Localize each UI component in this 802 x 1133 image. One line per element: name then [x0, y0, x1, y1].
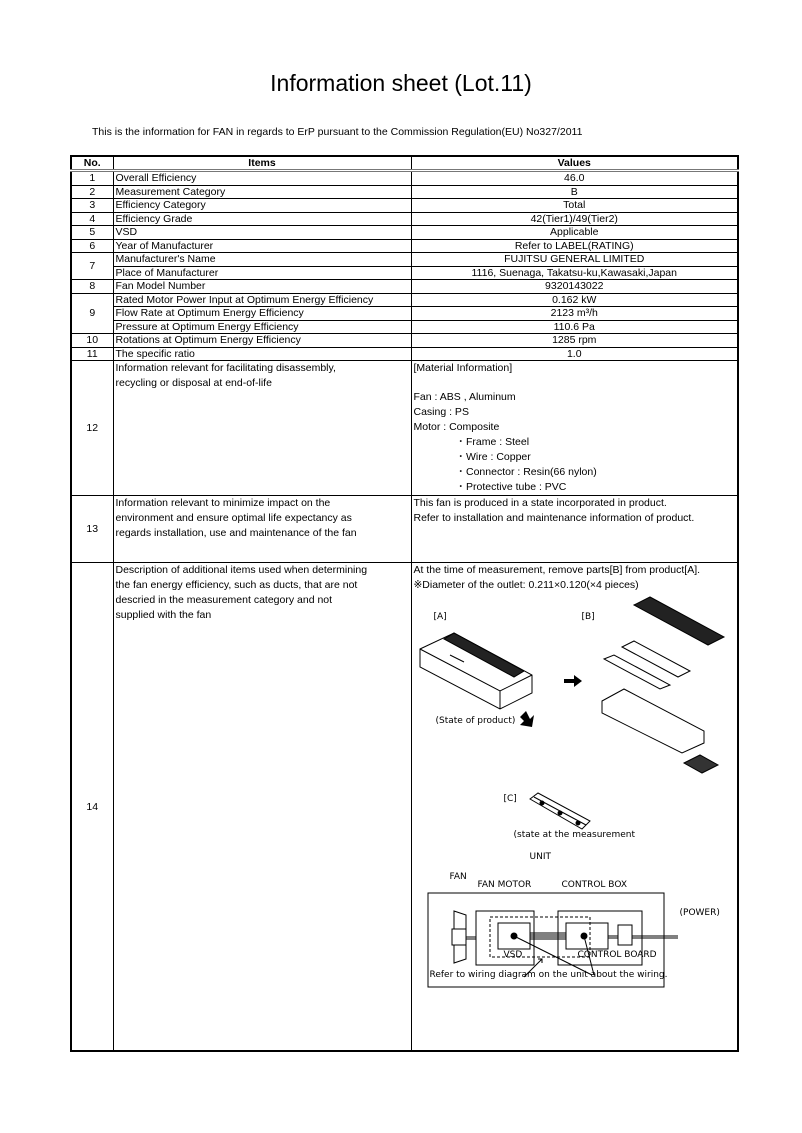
table-row [71, 199, 738, 213]
table-row [71, 307, 738, 321]
header-values: Values [411, 156, 738, 171]
row-item: Rotations at Optimum Energy Efficiency [113, 334, 411, 348]
table-row [71, 347, 738, 361]
table-row-13 [71, 496, 738, 563]
row-item [113, 496, 411, 563]
table-row [71, 185, 738, 199]
measurement-diagram [414, 593, 741, 1033]
label-b: [B] [581, 612, 595, 622]
table-row [71, 293, 738, 307]
row-item: Manufacturer's Name [113, 253, 411, 267]
row-value: 9320143022 [411, 280, 738, 294]
row-item: Rated Motor Power Input at Optimum Energy Efficiency [113, 293, 411, 307]
row-item: Year of Manufacturer [113, 239, 411, 253]
label-c: [C] [503, 794, 517, 804]
header-items: Items [113, 156, 411, 171]
power-label: (POWER) [679, 908, 720, 918]
row-value: 2123 m³/h [411, 307, 738, 321]
row-no: 3 [71, 199, 113, 213]
motor-part-line: ・Connector : Resin(66 nylon) [455, 466, 597, 478]
row-no: 8 [71, 280, 113, 294]
table-row-14 [71, 563, 738, 1052]
row-item-text: Information relevant for facilitating disassembly, recycling or disposal at end-of-life [115, 362, 336, 389]
row-no: 1 [71, 171, 113, 186]
row-no: 14 [71, 563, 113, 1052]
row-no: 13 [71, 496, 113, 563]
row-no: 6 [71, 239, 113, 253]
row-no: 11 [71, 347, 113, 361]
table-row [71, 266, 738, 280]
value-line: Refer to installation and maintenance information of product. [413, 512, 695, 524]
row-no: 5 [71, 226, 113, 240]
motor-part-line: ・Protective tube : PVC [455, 481, 567, 493]
value-line: ※Diameter of the outlet: 0.211×0.120(×4 pieces) [413, 579, 639, 591]
row-value [411, 496, 738, 563]
row-item [113, 361, 411, 496]
row-value: B [411, 185, 738, 199]
row-value: Refer to LABEL(RATING) [411, 239, 738, 253]
table-row [71, 334, 738, 348]
product-b-icon [602, 597, 724, 773]
row-item: Flow Rate at Optimum Energy Efficiency [113, 307, 411, 321]
table-row [71, 212, 738, 226]
row-value: 42(Tier1)/49(Tier2) [411, 212, 738, 226]
row-item-text: Description of additional items used when determining the fan energy efficiency, such as ducts, that are not descried in the measurement category and not supplied with the fan [115, 564, 368, 621]
row-item: The specific ratio [113, 347, 411, 361]
row-item: Efficiency Category [113, 199, 411, 213]
table-header-row [71, 156, 738, 171]
row-no: 7 [71, 253, 113, 280]
information-table [70, 155, 739, 1052]
value-line: At the time of measurement, remove parts[B] from product[A]. [413, 564, 701, 576]
material-line: Motor : Composite [413, 421, 500, 433]
table-row [71, 280, 738, 294]
label-a: [A] [433, 612, 447, 622]
row-item: Pressure at Optimum Energy Efficiency [113, 320, 411, 334]
row-no: 10 [71, 334, 113, 348]
table-row [71, 226, 738, 240]
value-line: This fan is produced in a state incorporated in product. [413, 497, 667, 509]
wiring-note: Refer to wiring diagram on the unit about the wiring. [429, 970, 668, 980]
row-value: 46.0 [411, 171, 738, 186]
vsd-label: VSD [503, 950, 523, 960]
table-row [71, 239, 738, 253]
table-row [71, 253, 738, 267]
row-item: Fan Model Number [113, 280, 411, 294]
state-at-measurement-label: (state at the measurement [513, 830, 635, 840]
row-item: Place of Manufacturer [113, 266, 411, 280]
row-value: 1.0 [411, 347, 738, 361]
row-item [113, 563, 411, 1052]
page-title: Information sheet (Lot.11) [270, 70, 532, 96]
row-no: 12 [71, 361, 113, 496]
row-no: 9 [71, 293, 113, 334]
unit-label: UNIT [529, 852, 551, 862]
row-value: Total [411, 199, 738, 213]
row-no: 4 [71, 212, 113, 226]
row-value [411, 361, 738, 496]
row-item: Overall Efficiency [113, 171, 411, 186]
row-value: FUJITSU GENERAL LIMITED [411, 253, 738, 267]
row-item: Efficiency Grade [113, 212, 411, 226]
material-line: Fan : ABS , Aluminum [413, 391, 516, 403]
arrow-right-icon [564, 675, 582, 687]
product-illustration [414, 593, 741, 1033]
motor-part-line: ・Frame : Steel [455, 436, 530, 448]
fan-label: FAN [449, 872, 467, 882]
product-c-icon [530, 793, 590, 829]
table-row-12 [71, 361, 738, 496]
row-no: 2 [71, 185, 113, 199]
header-no: No. [71, 156, 113, 171]
row-value [411, 563, 738, 1052]
row-value: 110.6 Pa [411, 320, 738, 334]
row-item: Measurement Category [113, 185, 411, 199]
table-row [71, 171, 738, 186]
state-of-product-label: (State of product) [435, 716, 516, 726]
material-line: Casing : PS [413, 406, 469, 418]
fan-motor-label: FAN MOTOR [477, 880, 532, 890]
row-value: 1116, Suenaga, Takatsu-ku,Kawasaki,Japan [411, 266, 738, 280]
arrow-down-icon [520, 711, 534, 727]
row-item: VSD [113, 226, 411, 240]
row-value: Applicable [411, 226, 738, 240]
product-a-icon [420, 633, 532, 709]
row-value: 0.162 kW [411, 293, 738, 307]
material-header: [Material Information] [413, 362, 513, 374]
control-box-label: CONTROL BOX [561, 880, 628, 890]
row-value: 1285 rpm [411, 334, 738, 348]
table-row [71, 320, 738, 334]
motor-part-line: ・Wire : Copper [455, 451, 531, 463]
page-subtitle: This is the information for FAN in regards to ErP pursuant to the Commission Regulation(EU) No327/2011 [92, 126, 583, 138]
control-board-label: CONTROL BOARD [577, 950, 657, 960]
row-item-text: Information relevant to minimize impact on the environment and ensure optimal life expectancy as regards installation, use and maintenance of the fan [115, 497, 357, 539]
